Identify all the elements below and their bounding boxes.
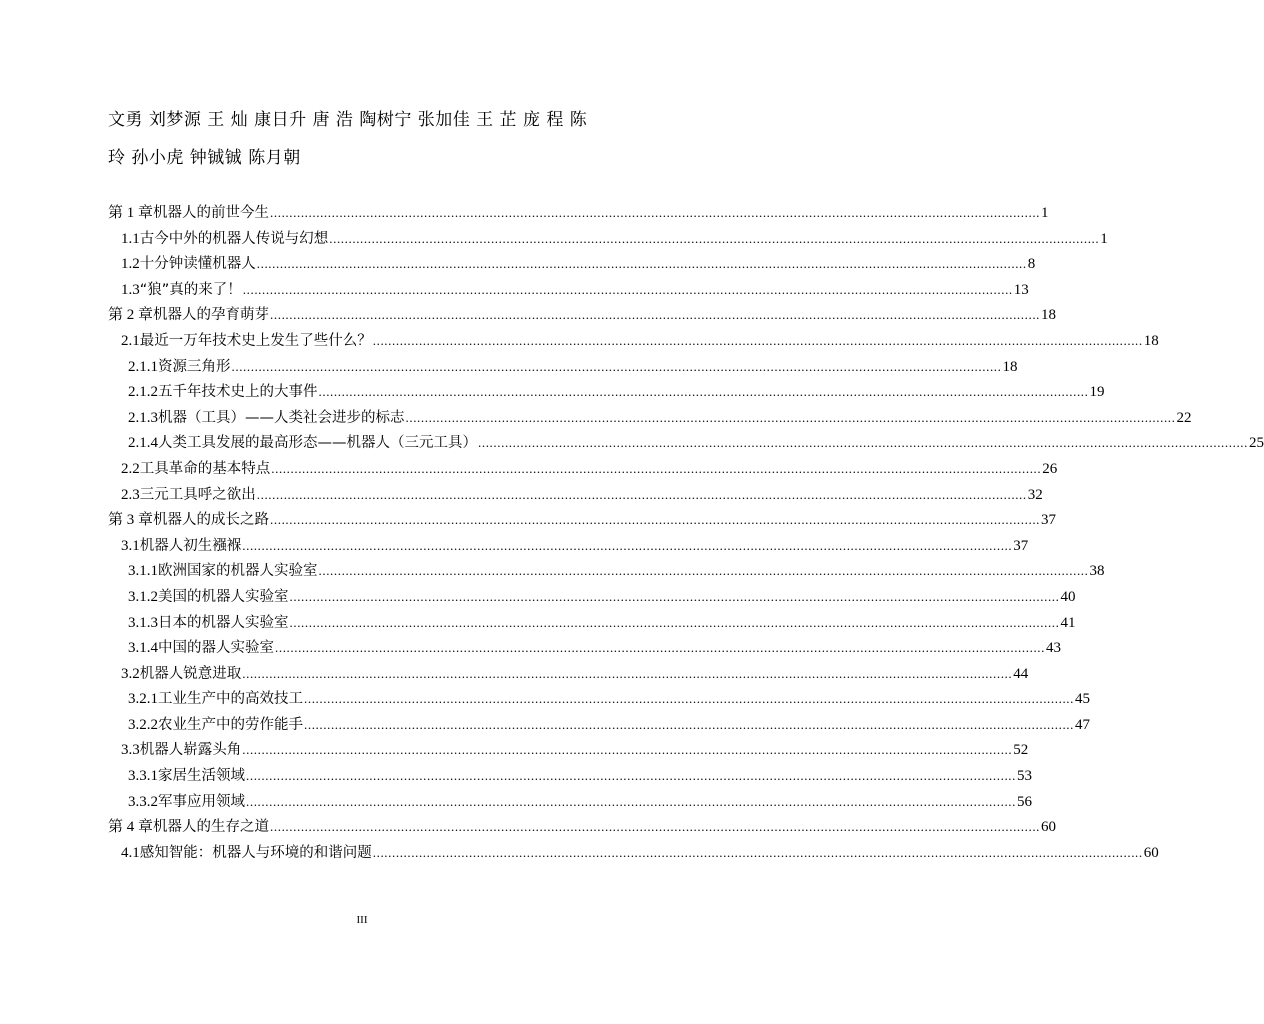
toc-entry-number: 3.1.2 xyxy=(128,588,158,605)
toc-entry-title: 中国的器人实验室 xyxy=(158,640,274,657)
toc-entry-page: 18 xyxy=(1002,358,1018,375)
toc-entry-number: 3.2 xyxy=(121,665,140,682)
toc-entry-page: 37 xyxy=(1013,537,1029,554)
toc-entry[interactable] xyxy=(108,277,1029,303)
toc-entry-page: 60 xyxy=(1041,819,1057,836)
toc-entry-number: 3.3.1 xyxy=(128,768,158,785)
toc-entry-title: 机器人的生存之道 xyxy=(153,819,270,836)
toc-entry[interactable] xyxy=(108,661,1029,687)
toc-dot-leader: ........................................................................................................................................................................................................ xyxy=(270,307,1041,323)
toc-entry-page: 22 xyxy=(1176,409,1192,426)
toc-entry-number: 第 3 章 xyxy=(108,512,154,529)
toc-dot-leader: ........................................................................................................................................................................................................ xyxy=(270,205,1041,220)
toc-entry-title: 机器人锐意进取 xyxy=(139,665,242,682)
toc-entry-page: 38 xyxy=(1089,563,1105,580)
toc-dot-leader: ........................................................................................................................................................................................................ xyxy=(231,358,1002,374)
toc-entry[interactable] xyxy=(108,789,1032,815)
toc-entry-page: 37 xyxy=(1041,512,1057,529)
toc-dot-leader: ........................................................................................................................................................................................................ xyxy=(242,742,1013,758)
toc-entry-number: 1.3 xyxy=(121,281,140,298)
toc-entry-number: 3.2.1 xyxy=(128,691,158,708)
toc-dot-leader: ........................................................................................................................................................................................................ xyxy=(242,665,1013,681)
toc-entry-title: 家居生活领域 xyxy=(158,768,245,785)
toc-entry[interactable] xyxy=(108,482,1043,508)
toc-entry-number: 2.1 xyxy=(121,332,140,349)
toc-entry-number: 4.1 xyxy=(121,844,140,861)
toc-entry-page: 1 xyxy=(1100,230,1108,247)
toc-entry[interactable] xyxy=(108,328,1159,354)
toc-entry[interactable] xyxy=(108,456,1058,482)
toc-entry-title: 五千年技术史上的大事件 xyxy=(158,384,318,401)
toc-entry-page: 45 xyxy=(1075,691,1090,708)
toc-entry[interactable] xyxy=(108,226,1108,252)
toc-dot-leader: ........................................................................................................................................................................................................ xyxy=(318,563,1089,579)
toc-dot-leader: ........................................................................................................................................................................................................ xyxy=(372,844,1143,860)
toc-entry-page: 43 xyxy=(1046,640,1061,657)
toc-entry[interactable] xyxy=(108,379,1105,405)
toc-entry-title: 十分钟读懂机器人 xyxy=(139,256,256,273)
toc-entry[interactable] xyxy=(108,354,1018,380)
toc-entry[interactable] xyxy=(108,302,1057,328)
toc-entry-page: 18 xyxy=(1143,332,1159,349)
toc-entry[interactable] xyxy=(108,763,1032,789)
toc-entry-number: 3.2.2 xyxy=(128,716,158,733)
toc-entry[interactable] xyxy=(108,712,1090,738)
toc-dot-leader: ........................................................................................................................................................................................................ xyxy=(270,512,1041,528)
toc-entry[interactable] xyxy=(108,635,1061,661)
toc-entry-page: 13 xyxy=(1013,281,1029,298)
toc-entry-number: 第 2 章 xyxy=(108,307,154,324)
toc-entry[interactable] xyxy=(108,814,1057,840)
toc-dot-leader: ........................................................................................................................................................................................................ xyxy=(372,332,1143,348)
table-of-contents xyxy=(108,200,1264,865)
toc-dot-leader: ........................................................................................................................................................................................................ xyxy=(478,435,1248,451)
toc-dot-leader: ........................................................................................................................................................................................................ xyxy=(289,588,1060,604)
toc-entry-title: 最近一万年技术史上发生了些什么？ xyxy=(139,332,372,349)
page-number: III xyxy=(356,914,368,926)
toc-dot-leader: ........................................................................................................................................................................................................ xyxy=(405,409,1176,425)
toc-dot-leader: ........................................................................................................................................................................................................ xyxy=(329,230,1100,246)
toc-entry-title: 机器人的前世今生 xyxy=(153,205,270,221)
toc-entry[interactable] xyxy=(108,251,1036,277)
toc-entry-page: 60 xyxy=(1143,844,1159,861)
toc-entry-number: 第 4 章 xyxy=(108,819,154,836)
toc-dot-leader: ........................................................................................................................................................................................................ xyxy=(318,384,1089,400)
toc-entry[interactable] xyxy=(108,584,1076,610)
toc-entry-number: 3.1.4 xyxy=(128,640,158,657)
toc-entry-page: 26 xyxy=(1042,460,1058,477)
toc-entry-title: 美国的机器人实验室 xyxy=(158,588,289,605)
toc-entry-title: 机器人的孕育萌芽 xyxy=(153,307,270,324)
toc-dot-leader: ........................................................................................................................................................................................................ xyxy=(256,486,1027,502)
toc-entry[interactable] xyxy=(108,430,1264,456)
toc-dot-leader: ........................................................................................................................................................................................................ xyxy=(289,614,1060,630)
toc-dot-leader: ........................................................................................................................................................................................................ xyxy=(256,256,1027,272)
toc-entry-page: 53 xyxy=(1017,768,1032,785)
toc-entry[interactable] xyxy=(108,686,1090,712)
toc-entry-page: 18 xyxy=(1041,307,1057,324)
toc-entry-number: 1.1 xyxy=(121,230,140,247)
toc-entry-page: 56 xyxy=(1017,793,1032,810)
toc-dot-leader: ........................................................................................................................................................................................................ xyxy=(246,768,1016,784)
toc-entry-title: 机器人初生襁褓 xyxy=(139,537,242,554)
toc-entry[interactable] xyxy=(108,558,1105,584)
toc-entry-page: 19 xyxy=(1089,384,1105,401)
toc-entry-title: 机器（工具）——人类社会进步的标志 xyxy=(158,409,405,426)
toc-entry-title: 农业生产中的劳作能手 xyxy=(158,716,303,733)
toc-entry-number: 2.1.1 xyxy=(128,358,158,375)
toc-entry-title: 古今中外的机器人传说与幻想 xyxy=(139,230,329,247)
toc-entry-title: 人类工具发展的最高形态——机器人（三元工具） xyxy=(158,435,477,452)
toc-dot-leader: ........................................................................................................................................................................................................ xyxy=(242,281,1013,297)
toc-dot-leader: ........................................................................................................................................................................................................ xyxy=(304,691,1074,707)
author-line-2: 玲 孙小虎 钟铖铖 陈月朝 xyxy=(108,148,301,168)
toc-dot-leader: ........................................................................................................................................................................................................ xyxy=(271,460,1042,476)
toc-entry-page: 41 xyxy=(1060,614,1076,631)
toc-entry-title: “狼”真的来了！ xyxy=(139,281,242,298)
toc-entry-title: 机器人崭露头角 xyxy=(139,742,242,759)
author-list xyxy=(108,101,618,177)
toc-entry[interactable] xyxy=(108,840,1159,866)
toc-dot-leader: ........................................................................................................................................................................................................ xyxy=(246,793,1016,809)
toc-entry-number: 3.3 xyxy=(121,742,140,759)
author-line-1: 文勇 刘梦源 王 灿 康日升 唐 浩 陶树宁 张加佳 王 芷 庞 程 陈 xyxy=(108,110,588,130)
toc-entry-page: 44 xyxy=(1013,665,1029,682)
toc-entry-title: 军事应用领域 xyxy=(158,793,245,810)
toc-entry-page: 32 xyxy=(1027,486,1043,503)
toc-entry-number: 2.1.3 xyxy=(128,409,158,426)
toc-entry[interactable] xyxy=(108,200,1049,226)
toc-entry[interactable] xyxy=(108,507,1057,533)
toc-entry[interactable] xyxy=(108,737,1029,763)
toc-entry-page: 8 xyxy=(1027,256,1036,273)
toc-entry-number: 3.3.2 xyxy=(128,793,158,810)
toc-dot-leader: ........................................................................................................................................................................................................ xyxy=(275,640,1045,656)
toc-entry-number: 第 1 章 xyxy=(108,205,154,221)
toc-entry-number: 3.1 xyxy=(121,537,140,554)
toc-entry-title: 机器人的成长之路 xyxy=(153,512,270,529)
toc-entry-title: 感知智能：机器人与环境的和谐问题 xyxy=(139,844,372,861)
toc-entry-number: 1.2 xyxy=(121,256,140,273)
toc-entry[interactable] xyxy=(108,405,1192,431)
toc-entry-page: 52 xyxy=(1013,742,1029,759)
toc-entry-title: 日本的机器人实验室 xyxy=(158,614,289,631)
toc-entry-title: 三元工具呼之欲出 xyxy=(139,486,256,503)
toc-entry-page: 1 xyxy=(1041,205,1049,221)
toc-entry-number: 2.1.4 xyxy=(128,435,158,452)
toc-entry-page: 40 xyxy=(1060,588,1076,605)
toc-dot-leader: ........................................................................................................................................................................................................ xyxy=(242,537,1013,553)
toc-entry-number: 3.1.3 xyxy=(128,614,158,631)
toc-entry-title: 欧洲国家的机器人实验室 xyxy=(158,563,318,580)
toc-entry-page: 47 xyxy=(1075,716,1090,733)
toc-entry-title: 资源三角形 xyxy=(158,358,231,375)
toc-dot-leader: ........................................................................................................................................................................................................ xyxy=(270,819,1041,835)
toc-dot-leader: ........................................................................................................................................................................................................ xyxy=(304,716,1074,732)
toc-entry-number: 2.1.2 xyxy=(128,384,158,401)
toc-entry-number: 2.2 xyxy=(121,460,140,477)
toc-entry-title: 工业生产中的高效技工 xyxy=(158,691,303,708)
toc-entry[interactable] xyxy=(108,533,1029,559)
toc-entry-number: 2.3 xyxy=(121,486,140,503)
toc-entry-page: 25 xyxy=(1249,435,1264,452)
toc-entry[interactable] xyxy=(108,610,1076,636)
toc-entry-title: 工具革命的基本特点 xyxy=(139,460,271,477)
toc-entry-number: 3.1.1 xyxy=(128,563,158,580)
